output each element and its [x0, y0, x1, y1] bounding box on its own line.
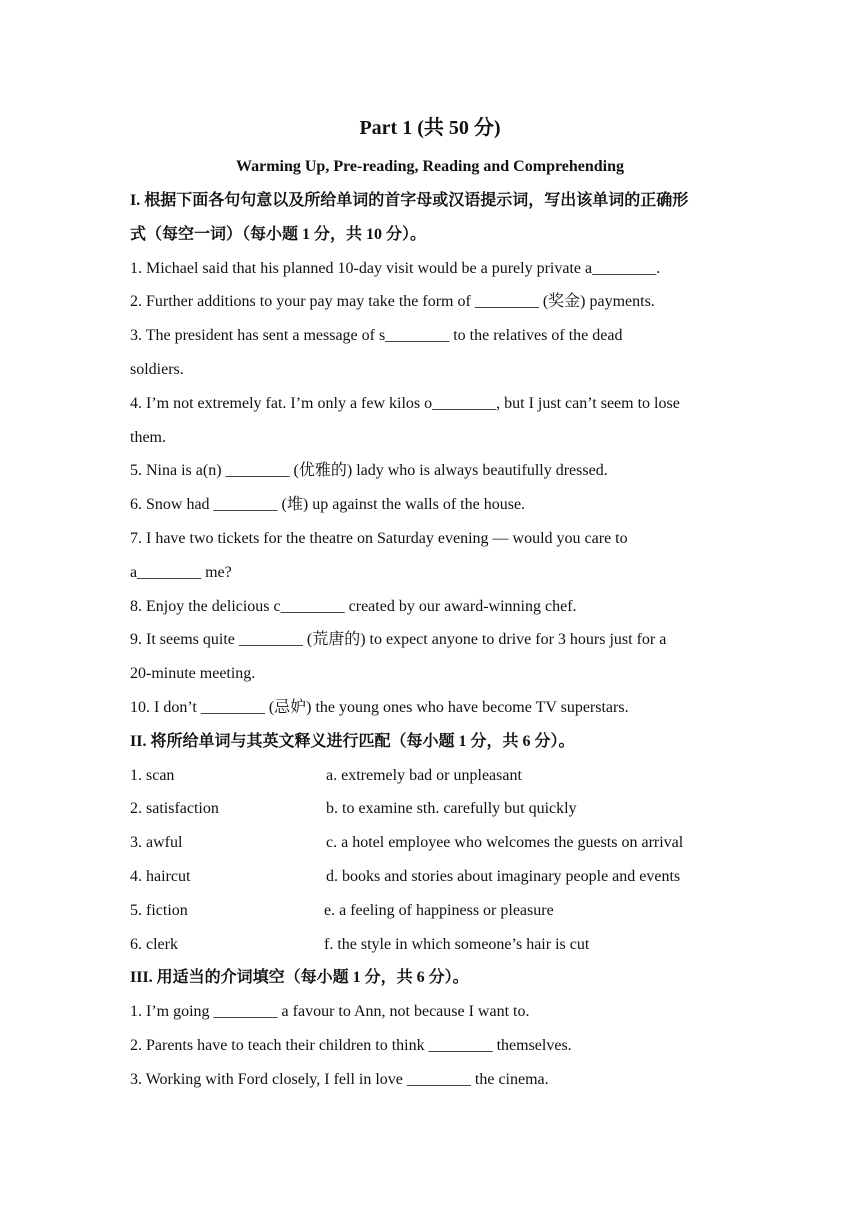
- exam-content: [130, 184, 730, 1097]
- page-subtitle: Warming Up, Pre-reading, Reading and Comprehending: [235, 158, 625, 175]
- matching-row: [130, 894, 730, 928]
- section-1-line: a________ me?: [130, 563, 232, 581]
- matching-definition: c. a hotel employee who welcomes the guests on arrival: [326, 834, 684, 852]
- matching-definition: f. the style in which someone’s hair is cut: [324, 935, 590, 953]
- section-3-line: 1. I’m going ________ a favour to Ann, not because I want to.: [130, 1003, 530, 1021]
- section-1-line: 10. I don’t ________ (忌妒) the young ones who have become TV superstars.: [130, 698, 629, 716]
- section-1-line: 20-minute meeting.: [130, 665, 256, 683]
- section-1-line: 4. I’m not extremely fat. I’m only a few kilos o________, but I just can’t seem to lose: [130, 394, 680, 412]
- matching-row: [130, 860, 730, 894]
- section-1-line: 1. Michael said that his planned 10-day visit would be a purely private a________.: [130, 259, 661, 277]
- matching-word: 4. haircut: [130, 867, 191, 885]
- matching-row: [130, 826, 730, 860]
- section-1-heading-line-2: 式（每空一词）（每小题 1 分，共 10 分）。: [130, 225, 427, 243]
- section-1-heading-line-1: I. 根据下面各句句意以及所给单词的首字母或汉语提示词，写出该单词的正确形: [130, 192, 689, 209]
- section-3-heading: III. 用适当的介词填空（每小题 1 分，共 6 分）。: [130, 969, 469, 987]
- matching-row: [130, 928, 730, 962]
- page-title: Part 1 (共 50 分): [359, 117, 501, 139]
- section-1-line: 3. The president has sent a message of s________ to the relatives of the dead: [130, 327, 623, 345]
- section-1-line: 5. Nina is a(n) ________ (优雅的) lady who is always beautifully dressed.: [130, 462, 608, 480]
- section-1-line: 8. Enjoy the delicious c________ created by our award-winning chef.: [130, 597, 577, 615]
- matching-word: 6. clerk: [130, 935, 178, 953]
- section-3-line: 2. Parents have to teach their children to think ________ themselves.: [130, 1036, 572, 1054]
- matching-word: 3. awful: [130, 834, 183, 852]
- matching-word: 2. satisfaction: [130, 800, 219, 818]
- section-1-line: 2. Further additions to your pay may take the form of ________ (奖金) payments.: [130, 293, 655, 311]
- matching-row: [130, 792, 730, 826]
- matching-definition: e. a feeling of happiness or pleasure: [324, 901, 554, 919]
- section-1-line: soldiers.: [130, 360, 184, 378]
- section-1-line: 7. I have two tickets for the theatre on Saturday evening — would you care to: [130, 529, 628, 547]
- section-1-line: 9. It seems quite ________ (荒唐的) to expect anyone to drive for 3 hours just for a: [130, 631, 667, 649]
- section-3-line: 3. Working with Ford closely, I fell in love ________ the cinema.: [130, 1070, 549, 1088]
- section-1-line: 6. Snow had ________ (堆) up against the walls of the house.: [130, 496, 526, 514]
- matching-definition: d. books and stories about imaginary people and events: [326, 867, 681, 885]
- matching-definition: b. to examine sth. carefully but quickly: [326, 800, 577, 818]
- matching-row: [130, 759, 730, 793]
- matching-word: 5. fiction: [130, 901, 188, 919]
- matching-word: 1. scan: [130, 766, 175, 784]
- section-1-line: them.: [130, 428, 166, 446]
- section-2-heading: II. 将所给单词与其英文释义进行匹配（每小题 1 分，共 6 分）。: [130, 732, 575, 750]
- matching-definition: a. extremely bad or unpleasant: [326, 766, 522, 784]
